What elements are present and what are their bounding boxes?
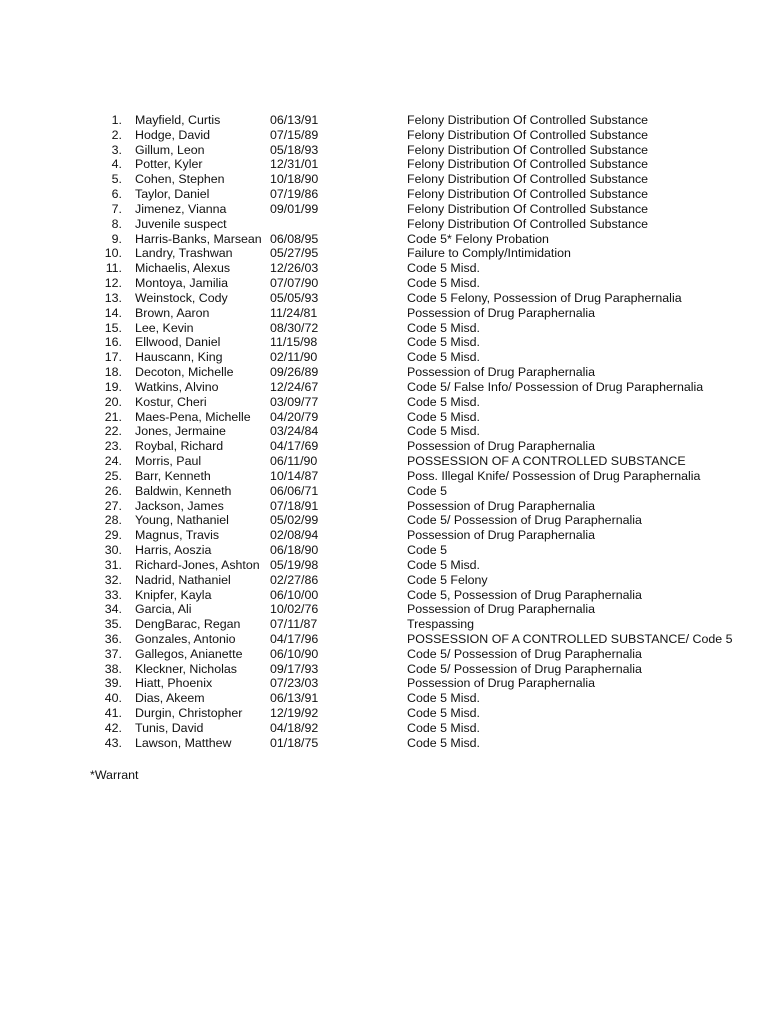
record-number: 1.: [111, 113, 122, 127]
record-name: Maes-Pena, Michelle: [135, 409, 251, 424]
record-name: Magnus, Travis: [135, 528, 220, 543]
list-item: [0, 187, 768, 202]
record-charge: Code 5 Misd.: [407, 706, 481, 721]
record-charge: Code 5/ False Info/ Possession of Drug Paraphernalia: [407, 379, 704, 394]
record-number: 27.: [104, 498, 122, 513]
record-dob: 07/07/90: [270, 276, 319, 291]
list-item: [0, 172, 768, 187]
record-number: 8.: [111, 216, 122, 231]
record-charge: Code 5 Felony: [407, 572, 488, 587]
record-dob: 02/08/94: [270, 528, 319, 543]
record-number: 18.: [104, 365, 122, 380]
record-number: 29.: [104, 528, 122, 543]
list-item: [0, 721, 768, 736]
list-item: [0, 128, 768, 143]
record-dob: 04/17/96: [270, 631, 319, 646]
record-number: 14.: [104, 305, 122, 320]
record-number: 38.: [104, 661, 122, 676]
record-dob: 07/11/87: [270, 617, 318, 632]
record-charge: Felony Distribution Of Controlled Substance: [407, 187, 649, 202]
record-name: Dias, Akeem: [135, 691, 205, 706]
record-dob: 11/15/98: [270, 335, 318, 350]
record-charge: Code 5, Possession of Drug Paraphernalia: [407, 587, 642, 602]
record-name: Brown, Aaron: [135, 305, 210, 320]
record-dob: 11/24/81: [270, 305, 318, 320]
record-dob: 04/17/69: [270, 439, 319, 454]
record-number: 34.: [104, 602, 122, 617]
record-dob: 02/11/90: [270, 350, 318, 365]
record-number: 6.: [111, 187, 122, 202]
record-charge: Code 5 Misd.: [407, 394, 481, 409]
record-charge: Code 5 Misd.: [407, 335, 481, 350]
record-number: 21.: [104, 409, 122, 424]
record-charge: Code 5/ Possession of Drug Paraphernalia: [407, 661, 642, 676]
record-number: 35.: [104, 617, 122, 632]
record-name: Young, Nathaniel: [135, 513, 229, 528]
record-charge: Possession of Drug Paraphernalia: [407, 498, 596, 513]
record-number: 43.: [104, 735, 122, 750]
list-item: [0, 113, 768, 128]
list-item: [0, 736, 768, 751]
list-item: [0, 662, 768, 677]
record-number: 16.: [104, 335, 122, 350]
record-name: Mayfield, Curtis: [135, 113, 221, 127]
record-name: Hodge, David: [135, 127, 211, 142]
record-number: 13.: [104, 290, 122, 305]
record-number: 37.: [104, 646, 122, 661]
record-dob: 07/18/91: [270, 498, 319, 513]
record-number: 3.: [111, 142, 122, 157]
record-charge: Code 5 Felony, Possession of Drug Paraphernalia: [407, 290, 682, 305]
record-charge: POSSESSION OF A CONTROLLED SUBSTANCE: [407, 454, 686, 469]
record-dob: 06/13/91: [270, 113, 319, 127]
record-number: 24.: [104, 454, 122, 469]
record-dob: 03/09/77: [270, 394, 319, 409]
list-item: [0, 380, 768, 395]
record-dob: 12/24/67: [270, 379, 319, 394]
record-charge: Felony Distribution Of Controlled Substance: [407, 157, 649, 172]
list-item: [0, 246, 768, 261]
record-number: 30.: [104, 543, 122, 558]
record-number: 42.: [104, 720, 122, 735]
record-charge: Possession of Drug Paraphernalia: [407, 365, 596, 380]
list-item: [0, 706, 768, 721]
record-number: 32.: [104, 572, 122, 587]
list-item: [0, 676, 768, 691]
record-charge: Code 5 Misd.: [407, 557, 481, 572]
record-name: Landry, Trashwan: [135, 246, 233, 261]
record-charge: Code 5* Felony Probation: [407, 231, 549, 246]
list-item: [0, 543, 768, 558]
record-name: Potter, Kyler: [135, 157, 203, 172]
record-number: 26.: [104, 483, 122, 498]
list-item: [0, 261, 768, 276]
record-dob: 06/06/71: [270, 483, 319, 498]
record-name: Harris-Banks, Marsean: [135, 231, 262, 246]
list-item: [0, 291, 768, 306]
record-list: [0, 113, 768, 751]
list-item: [0, 528, 768, 543]
record-name: Hauscann, King: [135, 350, 223, 365]
record-name: Jackson, James: [135, 498, 224, 513]
record-name: Lee, Kevin: [135, 320, 194, 335]
record-dob: 04/20/79: [270, 409, 319, 424]
record-charge: Code 5 Misd.: [407, 276, 481, 291]
record-charge: Code 5/ Possession of Drug Paraphernalia: [407, 646, 642, 661]
record-dob: 07/19/86: [270, 187, 319, 202]
record-dob: 10/02/76: [270, 602, 319, 617]
record-charge: Felony Distribution Of Controlled Substance: [407, 127, 649, 142]
record-number: 39.: [104, 676, 122, 691]
list-item: [0, 558, 768, 573]
record-dob: 05/02/99: [270, 513, 319, 528]
record-dob: 12/26/03: [270, 261, 319, 276]
list-item: [0, 632, 768, 647]
record-name: Gallegos, Anianette: [135, 646, 243, 661]
record-charge: Code 5 Misd.: [407, 350, 481, 365]
record-dob: 04/18/92: [270, 720, 319, 735]
record-number: 7.: [111, 201, 122, 216]
list-item: [0, 484, 768, 499]
record-name: Gonzales, Antonio: [135, 631, 236, 646]
record-dob: 07/15/89: [270, 127, 319, 142]
record-dob: 10/14/87: [270, 468, 319, 483]
record-name: Gillum, Leon: [135, 142, 205, 157]
record-name: Baldwin, Kenneth: [135, 483, 232, 498]
list-item: [0, 469, 768, 484]
record-charge: Code 5 Misd.: [407, 691, 481, 706]
record-number: 15.: [104, 320, 122, 335]
record-charge: Code 5 Misd.: [407, 409, 481, 424]
record-number: 36.: [104, 631, 122, 646]
record-name: Ellwood, Daniel: [135, 335, 221, 350]
list-item: [0, 410, 768, 425]
list-item: [0, 350, 768, 365]
record-name: Kleckner, Nicholas: [135, 661, 237, 676]
record-charge: Possession of Drug Paraphernalia: [407, 676, 596, 691]
record-name: Michaelis, Alexus: [135, 261, 231, 276]
record-number: 31.: [104, 557, 122, 572]
list-item: [0, 217, 768, 232]
record-number: 25.: [104, 468, 122, 483]
record-name: Cohen, Stephen: [135, 172, 225, 187]
record-number: 20.: [104, 394, 122, 409]
record-number: 2.: [111, 127, 122, 142]
record-dob: 06/10/90: [270, 646, 319, 661]
record-name: Watkins, Alvino: [135, 379, 219, 394]
record-number: 22.: [104, 424, 122, 439]
record-charge: Felony Distribution Of Controlled Substance: [407, 216, 649, 231]
record-name: Lawson, Matthew: [135, 735, 232, 750]
record-charge: Felony Distribution Of Controlled Substance: [407, 201, 649, 216]
record-number: 10.: [104, 246, 122, 261]
list-item: [0, 202, 768, 217]
record-number: 4.: [111, 157, 122, 172]
record-name: DengBarac, Regan: [135, 617, 241, 632]
record-name: Juvenile suspect: [135, 216, 227, 231]
list-item: [0, 321, 768, 336]
record-charge: Code 5: [407, 483, 447, 498]
record-charge: Felony Distribution Of Controlled Substance: [407, 172, 649, 187]
record-name: Taylor, Daniel: [135, 187, 210, 202]
record-number: 17.: [104, 350, 122, 365]
footnote: *Warrant: [90, 768, 139, 782]
record-dob: 06/10/00: [270, 587, 319, 602]
list-item: [0, 143, 768, 158]
record-dob: 06/08/95: [270, 231, 319, 246]
record-name: Harris, Aoszia: [135, 543, 212, 558]
record-name: Kostur, Cheri: [135, 394, 207, 409]
record-dob: 03/24/84: [270, 424, 319, 439]
record-number: 9.: [111, 231, 122, 246]
list-item: [0, 232, 768, 247]
list-item: [0, 439, 768, 454]
record-name: Morris, Paul: [135, 454, 202, 469]
list-item: [0, 157, 768, 172]
record-dob: 06/18/90: [270, 543, 319, 558]
record-charge: Possession of Drug Paraphernalia: [407, 602, 596, 617]
record-charge: Trespassing: [407, 617, 475, 632]
record-charge: Code 5/ Possession of Drug Paraphernalia: [407, 513, 642, 528]
record-charge: Possession of Drug Paraphernalia: [407, 305, 596, 320]
record-charge: POSSESSION OF A CONTROLLED SUBSTANCE/ Code 5: [407, 631, 733, 646]
record-charge: Code 5 Misd.: [407, 720, 481, 735]
list-item: [0, 454, 768, 469]
record-dob: 06/11/90: [270, 454, 318, 469]
record-name: Barr, Kenneth: [135, 468, 211, 483]
record-dob: 12/19/92: [270, 706, 319, 721]
list-item: [0, 276, 768, 291]
record-dob: 09/26/89: [270, 365, 319, 380]
record-charge: Code 5 Misd.: [407, 320, 481, 335]
record-charge: Poss. Illegal Knife/ Possession of Drug Paraphernalia: [407, 468, 701, 483]
list-item: [0, 424, 768, 439]
list-item: [0, 335, 768, 350]
record-dob: 07/23/03: [270, 676, 319, 691]
list-item: [0, 395, 768, 410]
record-dob: 05/18/93: [270, 142, 319, 157]
record-charge: Code 5: [407, 543, 447, 558]
record-name: Weinstock, Cody: [135, 290, 228, 305]
list-item: [0, 647, 768, 662]
record-number: 23.: [104, 439, 122, 454]
record-charge: Felony Distribution Of Controlled Substance: [407, 142, 649, 157]
record-dob: 12/31/01: [270, 157, 319, 172]
record-name: Hiatt, Phoenix: [135, 676, 213, 691]
record-charge: Possession of Drug Paraphernalia: [407, 528, 596, 543]
record-number: 11.: [105, 261, 122, 276]
record-dob: 09/01/99: [270, 201, 319, 216]
record-dob: 10/18/90: [270, 172, 319, 187]
record-dob: 09/17/93: [270, 661, 319, 676]
record-name: Decoton, Michelle: [135, 365, 234, 380]
record-dob: 01/18/75: [270, 735, 319, 750]
record-charge: Code 5 Misd.: [407, 424, 481, 439]
record-name: Roybal, Richard: [135, 439, 224, 454]
record-charge: Possession of Drug Paraphernalia: [407, 439, 596, 454]
record-number: 12.: [104, 276, 122, 291]
record-name: Durgin, Christopher: [135, 706, 243, 721]
list-item: [0, 513, 768, 528]
list-item: [0, 365, 768, 380]
record-name: Jones, Jermaine: [135, 424, 226, 439]
list-item: [0, 588, 768, 603]
record-number: 28.: [104, 513, 122, 528]
record-number: 5.: [111, 172, 122, 187]
list-item: [0, 573, 768, 588]
record-charge: Code 5 Misd.: [407, 261, 481, 276]
list-item: [0, 306, 768, 321]
record-number: 41.: [104, 706, 122, 721]
record-dob: 06/13/91: [270, 691, 319, 706]
list-item: [0, 602, 768, 617]
record-number: 19.: [104, 379, 122, 394]
record-name: Garcia, Ali: [135, 602, 192, 617]
record-name: Montoya, Jamilia: [135, 276, 228, 291]
record-name: Jimenez, Vianna: [135, 201, 227, 216]
list-item: [0, 499, 768, 514]
list-item: [0, 691, 768, 706]
record-dob: 05/19/98: [270, 557, 319, 572]
record-name: Knipfer, Kayla: [135, 587, 212, 602]
record-name: Richard-Jones, Ashton: [135, 557, 260, 572]
record-charge: Failure to Comply/Intimidation: [407, 246, 571, 261]
list-item: [0, 617, 768, 632]
record-name: Nadrid, Nathaniel: [135, 572, 231, 587]
record-number: 40.: [104, 691, 122, 706]
record-charge: Felony Distribution Of Controlled Substance: [407, 113, 649, 127]
record-dob: 02/27/86: [270, 572, 319, 587]
record-dob: 08/30/72: [270, 320, 319, 335]
record-charge: Code 5 Misd.: [407, 735, 481, 750]
record-dob: 05/05/93: [270, 290, 319, 305]
record-dob: 05/27/95: [270, 246, 319, 261]
record-number: 33.: [104, 587, 122, 602]
record-name: Tunis, David: [135, 720, 204, 735]
